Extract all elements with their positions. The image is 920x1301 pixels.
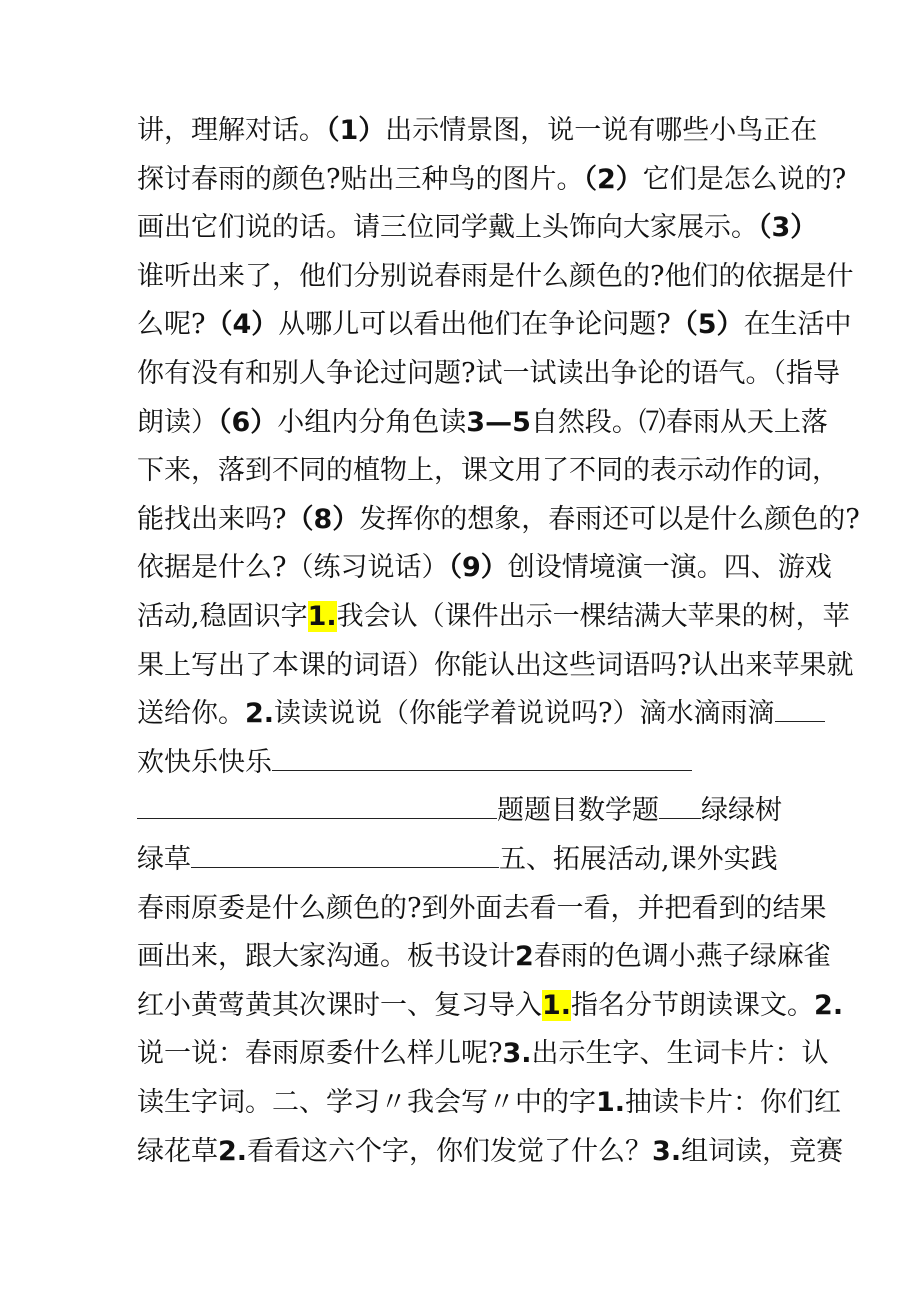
text-segment: 欢快乐快乐	[137, 746, 272, 778]
number-marker: 1.	[307, 601, 337, 632]
text-line	[137, 643, 854, 689]
number-marker: 1.	[542, 989, 572, 1021]
text-segment: 探讨春雨的颜色?贴出三种鸟的图片。	[137, 163, 584, 195]
text-segment: 画出来，跟大家沟通。板书设计	[137, 941, 515, 973]
text-segment: 在生活中	[743, 309, 852, 341]
text-segment: 讲，理解对话。	[137, 115, 326, 146]
text-line	[137, 351, 840, 397]
text-segment: 读生字词。二、学习〃我会写〃中的字	[137, 1087, 596, 1118]
text-segment: 发挥你的想象，春雨还可以是什么颜色的?	[359, 503, 860, 535]
number-marker: 1.	[596, 1087, 626, 1118]
text-line	[137, 497, 860, 543]
text-line	[137, 886, 827, 932]
text-segment: 出示情景图，说一说有哪些小鸟正在	[385, 115, 818, 146]
text-segment: 我会认（课件出示一棵结满大苹果的树，苹	[336, 601, 850, 632]
text-line	[137, 1129, 844, 1175]
number-marker: （3）	[758, 212, 818, 244]
fill-in-blank	[272, 740, 692, 771]
text-segment: 指名分节朗读课文。	[571, 989, 815, 1021]
text-segment: 果上写出了本课的词语）你能认出这些词语吗?认出来苹果就	[137, 649, 854, 681]
text-segment: 么呢?	[137, 309, 206, 341]
text-segment: 创设情境演一演。四、游戏	[507, 552, 832, 584]
text-segment: 春雨的色调小燕子绿麻雀	[533, 941, 831, 973]
text-line	[137, 254, 854, 300]
text-segment: 谁听出来了，他们分别说春雨是什么颜色的?他们的依据是什	[137, 260, 854, 292]
text-segment: 抽读卡片：你们红	[625, 1087, 842, 1118]
text-segment: 下来，落到不同的植物上，课文用了不同的表示动作的词，	[137, 455, 839, 487]
text-segment: 它们是怎么说的?	[642, 163, 847, 195]
text-line	[137, 545, 832, 591]
text-segment: 能找出来吗?	[137, 503, 287, 535]
number-marker: 2.	[814, 989, 844, 1021]
text-segment: 五、拓展活动,课外实践	[499, 844, 778, 875]
number-marker: 3.	[652, 1135, 682, 1167]
number-marker: （1）	[326, 115, 386, 146]
fill-in-blank	[191, 837, 499, 868]
number-marker: （6）	[218, 406, 278, 438]
text-line	[137, 157, 847, 203]
text-line	[137, 691, 797, 737]
text-line	[137, 594, 850, 640]
text-line	[137, 205, 818, 251]
text-segment: 绿绿树	[701, 795, 782, 827]
text-segment: 画出它们说的话。请三位同学戴上头饰向大家展示。	[137, 212, 758, 244]
text-line	[137, 1080, 842, 1126]
number-marker: （9）	[448, 552, 508, 584]
text-segment: 依据是什么?（练习说话）	[137, 552, 449, 584]
number-marker: （2）	[583, 163, 643, 195]
text-segment: 送给你。	[137, 698, 245, 730]
number-marker: 2.	[245, 698, 275, 730]
text-segment: 春雨原委是什么颜色的?到外面去看一看，并把看到的结果	[137, 892, 827, 924]
text-segment: 红小黄莺黄其次课时一、复习导入	[137, 989, 542, 1021]
text-segment: 组词读，竞赛	[681, 1135, 844, 1167]
text-segment: 绿花草	[137, 1135, 218, 1167]
number-marker: 3.	[502, 1038, 532, 1070]
text-line	[137, 788, 797, 834]
text-segment: 绿草	[137, 844, 191, 875]
number-marker: （4）	[205, 309, 279, 341]
text-line	[137, 448, 839, 494]
text-line	[137, 108, 818, 154]
text-segment: 自然段。⑺春雨从天上落	[530, 406, 828, 438]
text-segment: 小组内分角色读	[277, 406, 467, 438]
fill-in-blank	[775, 691, 825, 722]
text-line	[137, 302, 852, 348]
text-segment: 说一说：春雨原委什么样儿呢?	[137, 1038, 503, 1070]
text-segment: 看看这六个字，你们发觉了什么？	[247, 1135, 653, 1167]
text-segment: 朗读）	[137, 406, 218, 438]
text-line	[137, 934, 831, 980]
number-marker: 2	[515, 941, 534, 973]
text-line	[137, 400, 828, 446]
text-segment: 你有没有和别人争论过问题?试一试读出争论的语气。（指导	[137, 358, 840, 389]
fill-in-blank	[137, 788, 497, 819]
number-marker: （5）	[670, 309, 744, 341]
number-marker: 2.	[218, 1135, 248, 1167]
text-segment: 读读说说（你能学着说说吗?）滴水滴雨滴	[274, 698, 775, 730]
text-line	[137, 1031, 829, 1077]
text-segment: 从哪儿可以看出他们在争论问题?	[278, 309, 671, 341]
number-marker: （8）	[286, 503, 360, 535]
text-line	[137, 983, 844, 1029]
text-segment: 出示生字、生词卡片：认	[531, 1038, 829, 1070]
text-segment: 题题目数学题	[497, 795, 659, 827]
text-line	[137, 837, 797, 883]
fill-in-blank	[659, 788, 701, 819]
number-marker: 3—5	[466, 406, 531, 438]
text-segment: 活动,稳固识字	[137, 601, 308, 632]
text-line	[137, 740, 797, 786]
